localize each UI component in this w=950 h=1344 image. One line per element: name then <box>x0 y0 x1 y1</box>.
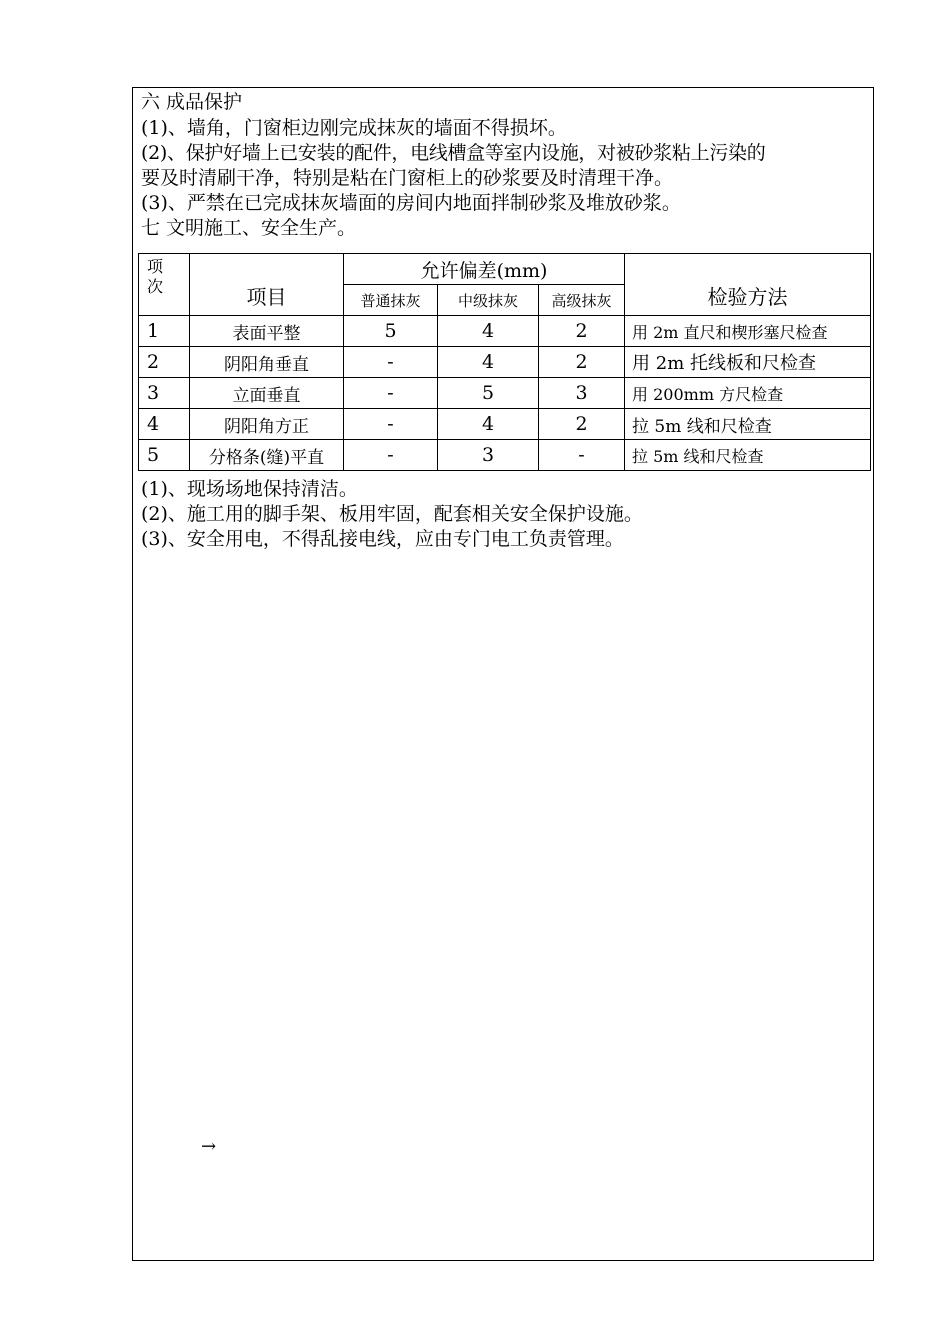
row-no: 3 <box>139 378 190 409</box>
header-no: 项次 <box>139 254 190 316</box>
protection-heading: 六 成品保护 <box>141 91 243 113</box>
row-item: 立面垂直 <box>190 378 344 409</box>
row-method: 用 2m 直尺和楔形塞尺检查 <box>625 316 871 347</box>
row-medium: 4 <box>438 347 539 378</box>
table-row <box>139 440 871 471</box>
row-no: 2 <box>139 347 190 378</box>
tolerance-table <box>138 253 871 471</box>
civil-item-3: (3)、安全用电，不得乱接电线，应由专门电工负责管理。 <box>141 528 624 550</box>
civil-item-1: (1)、现场场地保持清洁。 <box>141 478 358 500</box>
row-method: 拉 5m 线和尺检查 <box>625 440 871 471</box>
protection-item-2-cont: 要及时清刷干净，特别是粘在门窗柜上的砂浆要及时清理干净。 <box>141 167 674 189</box>
row-normal: 5 <box>344 316 438 347</box>
civil-item-2: (2)、施工用的脚手架、板用牢固，配套相关安全保护设施。 <box>141 503 643 525</box>
row-no: 4 <box>139 409 190 440</box>
protection-item-1: (1)、墙角，门窗柜边刚完成抹灰的墙面不得损坏。 <box>141 117 567 139</box>
row-normal: - <box>344 409 438 440</box>
row-item: 阴阳角垂直 <box>190 347 344 378</box>
row-high: 2 <box>539 316 625 347</box>
row-normal: - <box>344 378 438 409</box>
row-item: 表面平整 <box>190 316 344 347</box>
row-item: 分格条(缝)平直 <box>190 440 344 471</box>
protection-item-2: (2)、保护好墙上已安装的配件，电线槽盒等室内设施，对被砂浆粘上污染的 <box>141 142 766 164</box>
table-row <box>139 347 871 378</box>
arrow-right-icon: → <box>201 1136 217 1157</box>
row-normal: - <box>344 347 438 378</box>
row-high: - <box>539 440 625 471</box>
table-row <box>139 316 871 347</box>
row-method: 用 2m 托线板和尺检查 <box>625 347 871 378</box>
row-high: 2 <box>539 409 625 440</box>
row-normal: - <box>344 440 438 471</box>
header-grade-normal: 普通抹灰 <box>344 285 438 316</box>
header-item: 项目 <box>190 254 344 316</box>
header-method: 检验方法 <box>625 254 871 316</box>
row-medium: 4 <box>438 316 539 347</box>
row-medium: 4 <box>438 409 539 440</box>
table-header-row <box>139 254 871 285</box>
row-high: 2 <box>539 347 625 378</box>
row-no: 1 <box>139 316 190 347</box>
row-high: 3 <box>539 378 625 409</box>
table-row <box>139 409 871 440</box>
document-frame <box>132 87 874 1261</box>
header-grade-high: 高级抹灰 <box>539 285 625 316</box>
header-deviation: 允许偏差(mm) <box>344 254 625 285</box>
header-grade-medium: 中级抹灰 <box>438 285 539 316</box>
row-medium: 3 <box>438 440 539 471</box>
row-medium: 5 <box>438 378 539 409</box>
row-no: 5 <box>139 440 190 471</box>
protection-item-3: (3)、严禁在已完成抹灰墙面的房间内地面拌制砂浆及堆放砂浆。 <box>141 192 681 214</box>
row-method: 用 200mm 方尺检查 <box>625 378 871 409</box>
civil-heading: 七 文明施工、安全生产。 <box>141 217 357 239</box>
row-item: 阴阳角方正 <box>190 409 344 440</box>
row-method: 拉 5m 线和尺检查 <box>625 409 871 440</box>
table-row <box>139 378 871 409</box>
